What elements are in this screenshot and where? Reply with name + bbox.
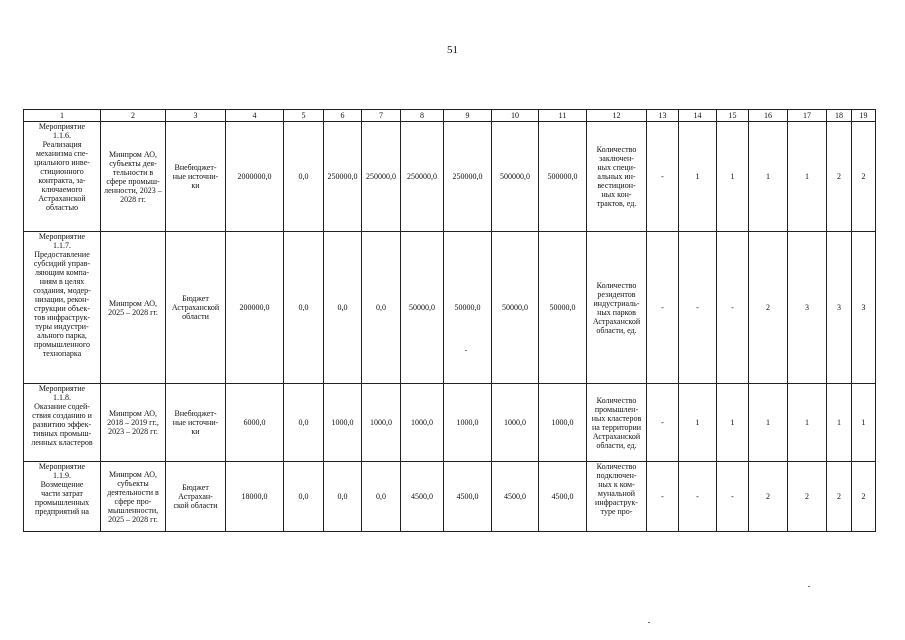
indicator-value-cell: 1 bbox=[827, 384, 852, 462]
indicator-value-cell: 2 bbox=[749, 232, 788, 384]
amount-cell: 1000,0 bbox=[324, 384, 362, 462]
indicator-cell: Количество резидентов индустриаль- ных парков Астраханской области, ед. bbox=[587, 232, 647, 384]
activity-name-cell: Мероприятие 1.1.6. Реализация механизма спе- циального инве- стиционного контракта, за- ключаемого Астраханской областью bbox=[24, 122, 101, 232]
indicator-value-cell: 2 bbox=[827, 462, 852, 532]
indicator-value-cell: 2 bbox=[852, 122, 876, 232]
activity-name-cell: Мероприятие 1.1.7. Предоставление субсидий управ- ляющим компа- ниям в целях создания, модер- низации, рекон- струкции объек- тов инфраструк- туры индустри- ального парка, промышленного технопарка bbox=[24, 232, 101, 384]
total-amount-cell: 2000000,0 bbox=[226, 122, 284, 232]
scan-speck bbox=[465, 350, 467, 351]
indicator-value-cell: 1 bbox=[679, 384, 717, 462]
indicator-value-cell: 1 bbox=[788, 122, 827, 232]
amount-cell: 4500,0 bbox=[401, 462, 444, 532]
amount-cell: 0,0 bbox=[324, 462, 362, 532]
amount-cell: 50000,0 bbox=[401, 232, 444, 384]
column-number: 4 bbox=[226, 110, 284, 122]
column-number: 1 bbox=[24, 110, 101, 122]
activity-name-cell: Мероприятие 1.1.8. Оказание содей- ствия созданию и развитию эффек- тивных промыш- ленных кластеров bbox=[24, 384, 101, 462]
funding-source-cell: Внебюджет- ные источни- ки bbox=[166, 122, 226, 232]
scan-speck bbox=[648, 622, 650, 623]
indicator-value-cell: 1 bbox=[749, 384, 788, 462]
amount-cell: 0,0 bbox=[284, 232, 324, 384]
executor-cell: Минпром АО, 2025 – 2028 гг. bbox=[101, 232, 166, 384]
indicator-value-cell: 2 bbox=[749, 462, 788, 532]
indicator-cell: Количество подключен- ных к ком- мунальной инфраструк- туре про- bbox=[587, 462, 647, 532]
column-number: 8 bbox=[401, 110, 444, 122]
indicator-cell: Количество промышлен- ных кластеров на территории Астраханской области, ед. bbox=[587, 384, 647, 462]
funding-source-cell: Бюджет Астрахан- ской области bbox=[166, 462, 226, 532]
page-number: 51 bbox=[447, 44, 458, 56]
amount-cell: 1000,0 bbox=[444, 384, 492, 462]
amount-cell: 50000,0 bbox=[444, 232, 492, 384]
amount-cell: 0,0 bbox=[284, 462, 324, 532]
funding-source-cell: Внебюджет- ные источни- ки bbox=[166, 384, 226, 462]
amount-cell: 0,0 bbox=[324, 232, 362, 384]
amount-cell: 4500,0 bbox=[539, 462, 587, 532]
indicator-value-cell: - bbox=[717, 462, 749, 532]
indicator-value-cell: - bbox=[647, 122, 679, 232]
indicator-value-cell: 1 bbox=[749, 122, 788, 232]
table-row bbox=[24, 384, 876, 462]
indicator-value-cell: 1 bbox=[788, 384, 827, 462]
executor-cell: Минпром АО, субъекты дея- тельности в сфере промыш- ленности, 2023 – 2028 гг. bbox=[101, 122, 166, 232]
column-number: 11 bbox=[539, 110, 587, 122]
program-activities-table bbox=[23, 109, 876, 532]
column-number: 2 bbox=[101, 110, 166, 122]
indicator-value-cell: - bbox=[679, 462, 717, 532]
indicator-value-cell: 3 bbox=[852, 232, 876, 384]
column-number: 9 bbox=[444, 110, 492, 122]
amount-cell: 250000,0 bbox=[362, 122, 401, 232]
scan-speck bbox=[808, 586, 810, 587]
column-number: 13 bbox=[647, 110, 679, 122]
indicator-value-cell: 3 bbox=[788, 232, 827, 384]
amount-cell: 50000,0 bbox=[492, 232, 539, 384]
indicator-value-cell: - bbox=[647, 384, 679, 462]
indicator-value-cell: 1 bbox=[717, 384, 749, 462]
total-amount-cell: 6000,0 bbox=[226, 384, 284, 462]
column-number: 15 bbox=[717, 110, 749, 122]
activity-name-cell: Мероприятие 1.1.9. Возмещение части затрат промышленных предприятий на bbox=[24, 462, 101, 532]
indicator-cell: Количество заключен- ных специ- альных ин- вестицион- ных кон- трактов, ед. bbox=[587, 122, 647, 232]
amount-cell: 0,0 bbox=[362, 462, 401, 532]
amount-cell: 1000,0 bbox=[539, 384, 587, 462]
amount-cell: 1000,0 bbox=[492, 384, 539, 462]
indicator-value-cell: 2 bbox=[827, 122, 852, 232]
indicator-value-cell: 1 bbox=[679, 122, 717, 232]
indicator-value-cell: 1 bbox=[717, 122, 749, 232]
amount-cell: 250000,0 bbox=[401, 122, 444, 232]
funding-source-cell: Бюджет Астраханской области bbox=[166, 232, 226, 384]
total-amount-cell: 200000,0 bbox=[226, 232, 284, 384]
table-row bbox=[24, 462, 876, 532]
table-row bbox=[24, 122, 876, 232]
amount-cell: 500000,0 bbox=[492, 122, 539, 232]
amount-cell: 500000,0 bbox=[539, 122, 587, 232]
executor-cell: Минпром АО, субъекты деятельности в сфере про- мышленности, 2025 – 2028 гг. bbox=[101, 462, 166, 532]
executor-cell: Минпром АО, 2018 – 2019 гг., 2023 – 2028 гг. bbox=[101, 384, 166, 462]
total-amount-cell: 18000,0 bbox=[226, 462, 284, 532]
indicator-value-cell: - bbox=[717, 232, 749, 384]
column-number: 14 bbox=[679, 110, 717, 122]
column-number: 19 bbox=[852, 110, 876, 122]
column-number: 18 bbox=[827, 110, 852, 122]
amount-cell: 250000,0 bbox=[324, 122, 362, 232]
indicator-value-cell: - bbox=[679, 232, 717, 384]
column-number: 17 bbox=[788, 110, 827, 122]
amount-cell: 250000,0 bbox=[444, 122, 492, 232]
column-number: 3 bbox=[166, 110, 226, 122]
amount-cell: 0,0 bbox=[284, 122, 324, 232]
indicator-value-cell: - bbox=[647, 232, 679, 384]
amount-cell: 50000,0 bbox=[539, 232, 587, 384]
amount-cell: 1000,0 bbox=[401, 384, 444, 462]
column-number: 12 bbox=[587, 110, 647, 122]
amount-cell: 1000,0 bbox=[362, 384, 401, 462]
column-number-row bbox=[24, 110, 876, 122]
indicator-value-cell: - bbox=[647, 462, 679, 532]
indicator-value-cell: 2 bbox=[788, 462, 827, 532]
column-number: 16 bbox=[749, 110, 788, 122]
amount-cell: 4500,0 bbox=[492, 462, 539, 532]
column-number: 5 bbox=[284, 110, 324, 122]
table-row bbox=[24, 232, 876, 384]
amount-cell: 4500,0 bbox=[444, 462, 492, 532]
indicator-value-cell: 2 bbox=[852, 462, 876, 532]
column-number: 7 bbox=[362, 110, 401, 122]
indicator-value-cell: 1 bbox=[852, 384, 876, 462]
indicator-value-cell: 3 bbox=[827, 232, 852, 384]
amount-cell: 0,0 bbox=[284, 384, 324, 462]
column-number: 6 bbox=[324, 110, 362, 122]
column-number: 10 bbox=[492, 110, 539, 122]
amount-cell: 0,0 bbox=[362, 232, 401, 384]
